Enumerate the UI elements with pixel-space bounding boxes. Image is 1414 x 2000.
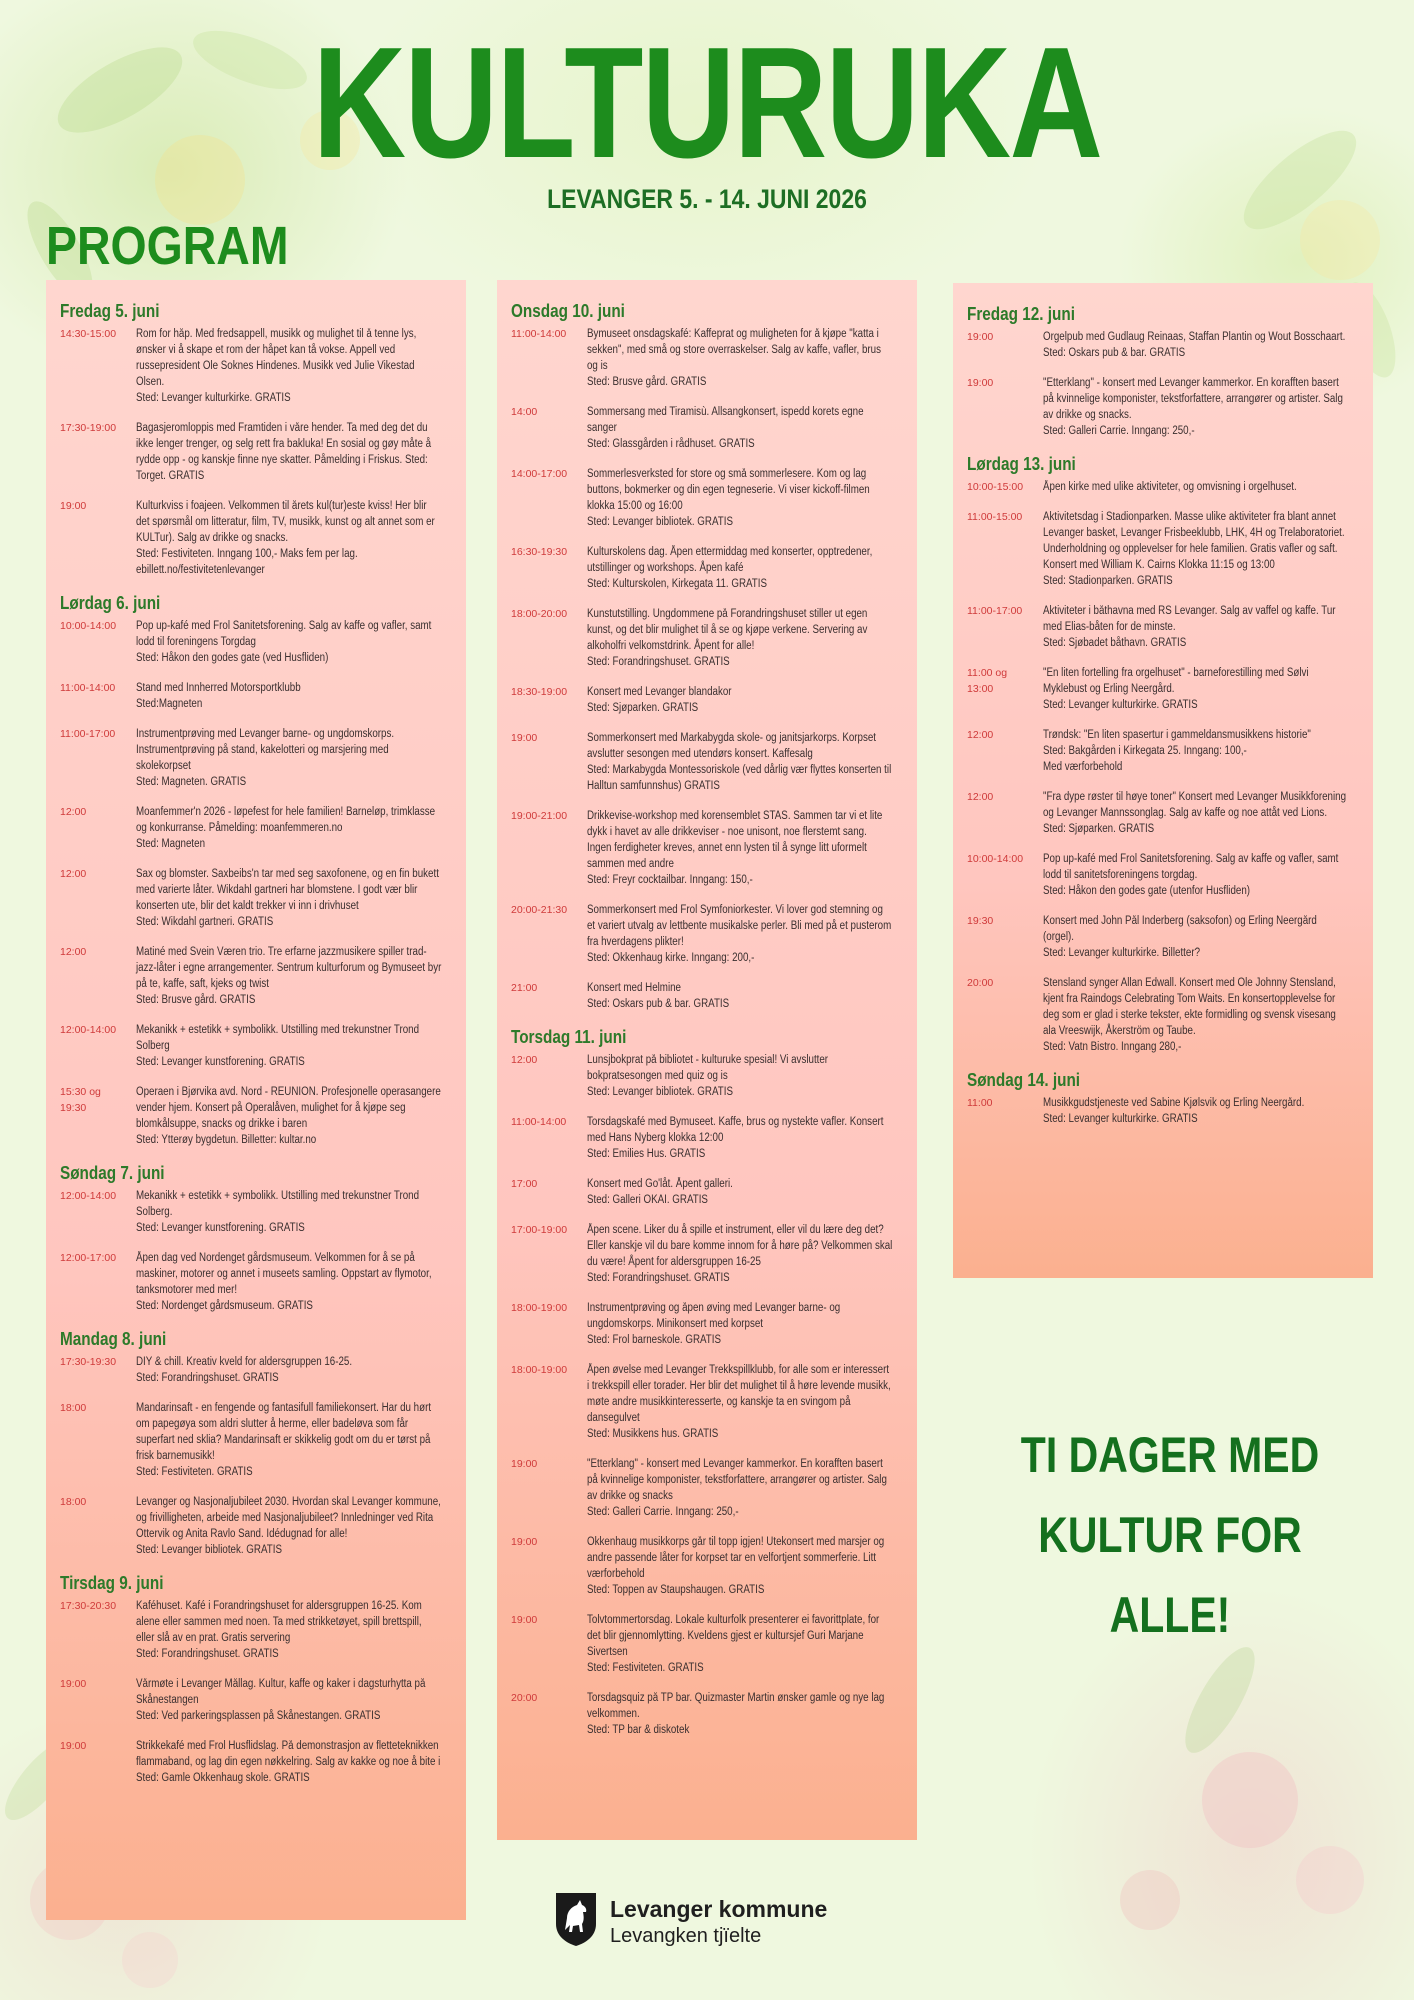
program-event [46,1400,466,1480]
program-event [953,727,1373,775]
event-description: Åpen kirke med ulike aktiviteter, og omvisning i orgelhuset. [1043,481,1297,493]
event-description: Sommersang med Tiramisù. Allsangkonsert, ispedd korets egne sanger Sted: Glassgården i rådhuset. GRATIS [587,406,864,450]
program-event [46,1354,466,1386]
event-description: "Etterklang" - konsert med Levanger kammerkor. En korafften basert på kvinnelige komponister, tekstforfattere, arrangører og artister. Salg av drikke og snacks. Sted: Galleri Carrie. Inngang: 250,- [1043,377,1343,437]
program-event [497,684,917,716]
event-description: DIY & chill. Kreativ kveld for aldersgruppen 16-25. Sted: Forandringshuset. GRATIS [136,1356,353,1384]
event-time: 11:00-14:00 [511,1116,567,1128]
event-time: 19:00 [60,1678,87,1690]
event-time: 18:00 [60,1402,87,1414]
event-description: Konsert med John Pål Inderberg (saksofon) og Erling Neergård (orgel). Sted: Levanger kulturkirke. Billetter? [1043,915,1317,959]
program-event [497,1222,917,1286]
program-event [497,1534,917,1598]
program-column-1 [46,280,466,1920]
event-time: 15:30 og 19:30 [60,1086,101,1114]
event-time: 21:00 [511,982,538,994]
event-time: 19:00 [511,1614,538,1626]
program-event [953,1095,1373,1127]
event-description: Torsdagskafé med Bymuseet. Kaffe, brus og nystekte vafler. Konsert med Hans Nyberg klokka 12:00 Sted: Emilies Hus. GRATIS [587,1116,884,1160]
event-description: Kulturkviss i foajeen. Velkommen til årets kul(tur)este kviss! Her blir det spørsmål om litteratur, film, TV, musikk, kunst og alt annet som er KULTur). Salg av drikke og snacks. Sted: Festiviteten. Inngang 100,- Maks fem per lag. ebillett.no/festivitetenlevanger [136,500,435,576]
event-time: 18:00-20:00 [511,608,568,620]
day-heading: Lørdag 6. juni [60,593,161,613]
event-time: 12:00-14:00 [60,1024,117,1036]
program-event [953,789,1373,837]
event-description: "Fra dype røster til høye toner" Konsert med Levanger Musikkforening og Levanger Mannssonglag. Salg av kaffe og noe attåt ved Lions. Sted: Sjøparken. GRATIS [1043,791,1347,835]
page-title: KULTURUKA [312,15,1102,191]
program-event [497,1052,917,1100]
program-event [953,603,1373,651]
program-event [497,466,917,530]
slogan [981,1415,1358,1655]
day-heading: Onsdag 10. juni [511,301,625,321]
program-event [46,1188,466,1236]
event-description: Vårmøte i Levanger Mållag. Kultur, kaffe og kaker i dagsturhytta på Skånestangen Sted: Ved parkeringsplassen på Skånestangen. GRATIS [136,1678,426,1722]
event-time: 11:00-15:00 [967,511,1023,523]
day-heading: Torsdag 11. juni [511,1027,627,1047]
event-time: 19:00 [967,377,994,389]
program-event [46,866,466,930]
event-time: 14:00 [511,406,538,418]
day-heading: Tirsdag 9. juni [60,1573,164,1593]
event-description: Moanfemmer'n 2026 - løpefest for hele familien! Barneløp, trimklasse og konkurranse. Påmelding: moanfemmeren.no Sted: Magneten [136,806,436,850]
event-time: 14:30-15:00 [60,328,117,340]
event-time: 19:30 [967,915,994,927]
program-event [46,1494,466,1558]
program-event [497,544,917,592]
event-time: 20:00 [511,1692,538,1704]
program-event [46,1676,466,1724]
day-heading: Mandag 8. juni [60,1329,167,1349]
program-event [497,1176,917,1208]
event-time: 19:00-21:00 [511,810,568,822]
program-event [497,902,917,966]
event-time: 14:00-17:00 [511,468,568,480]
program-event [497,1362,917,1442]
program-event [46,1598,466,1662]
program-event [46,1250,466,1314]
program-column-2 [497,280,917,1840]
event-time: 20:00 [967,977,994,989]
program-event [46,804,466,852]
event-description: Kulturskolens dag. Åpen ettermiddag med konserter, opptredener, utstillinger og workshops. Åpen kafé Sted: Kulturskolen, Kirkegata 11. GRATIS [587,546,873,590]
slogan-line-1: TI DAGER MED [1020,1427,1320,1483]
program-event [46,618,466,666]
event-time: 12:00-14:00 [60,1190,117,1202]
event-time: 18:30-19:00 [511,686,568,698]
event-time: 10:00-14:00 [60,620,117,632]
event-time: 19:00 [967,331,994,343]
program-event [953,851,1373,899]
event-time: 10:00-14:00 [967,853,1024,865]
event-description: Sommerkonsert med Frol Symfoniorkester. Vi lover god stemning og et variert utvalg av lettbente musikalske perler. Bli med på et pusterom fra hverdagens plikter! Sted: Okkenhaug kirke. Inngang: 200,- [587,904,892,964]
event-time: 12:00 [511,1054,538,1066]
municipality-name: Levanger kommune [610,1896,828,1922]
event-description: Mandarinsaft - en fengende og fantasifull familiekonsert. Har du hørt om papegøya som aldri slutter å herme, eller badeløva som får superfart ned sklia? Mandarinsaft er skikkelig godt om du er tørst på frisk barnemusikk! Sted: Festiviteten. GRATIS [136,1402,432,1478]
event-description: Matiné med Svein Væren trio. Tre erfarne jazzmusikere spiller trad-jazz-låter i egne arrangementer. Sentrum kulturforum og Bymuseet byr på te, kaffe, saft, kjeks og twist Sted: Brusve gård. GRATIS [136,946,442,1006]
event-time: 12:00-17:00 [60,1252,117,1264]
program-event [497,1114,917,1162]
program-event [953,665,1373,713]
event-time: 17:30-20:30 [60,1600,117,1612]
program-event [46,1022,466,1070]
program-event [497,606,917,670]
day-heading: Lørdag 13. juni [967,454,1076,474]
event-description: Stensland synger Allan Edwall. Konsert med Ole Johnny Stensland, kjent fra Raindogs Celebrating Tom Waits. En konsertopplevelse for deg som er glad i sterke tekster, ekte formidling og svensk visesang ala Vreeswijk, Åkerström og Taube. Sted: Vatn Bistro. Inngang 280,- [1043,977,1336,1053]
event-time: 19:00 [511,732,538,744]
event-description: Aktiviteter i båthavna med RS Levanger. Salg av vaffel og kaffe. Tur med Elias-båten for de minste. Sted: Sjøbadet båthavn. GRATIS [1043,605,1336,649]
event-time: 12:00 [967,729,994,741]
event-time: 19:00 [60,500,87,512]
program-event [953,509,1373,589]
event-description: Strikkekafé med Frol Husflidslag. På demonstrasjon av fletteteknikken flammaband, og lag din egen nøkkelring. Salg av kakke og noe å bite i Sted: Gamle Okkenhaug skole. GRATIS [136,1740,441,1784]
event-description: Åpen øvelse med Levanger Trekkspillklubb, for alle som er interessert i trekkspill eller torader. Her blir det mulighet til å høre levende musikk, møte andre musikkinteresserte, og kanskje ta en svingom på dansegulvet Sted: Musikkens hus. GRATIS [587,1364,891,1440]
event-description: Drikkevise-workshop med korensemblet STAS. Sammen tar vi et lite dykk i havet av alle drikkeviser - noe unisont, noe flerstemt sang. Ingen ferdigheter kreves, annet enn lysten til å synge litt uformelt sammen med andre Sted: Freyr cocktailbar. Inngang: 150,- [587,810,883,886]
event-time: 17:30-19:30 [60,1356,117,1368]
event-time: 12:00 [60,946,87,958]
program-event [497,1690,917,1738]
event-description: Sommerkonsert med Markabygda skole- og janitsjarkorps. Korpset avslutter sesongen med utendørs konsert. Kaffesalg Sted: Markabygda Montessoriskole (ved dårlig vær flyttes konserten til Halltun samfunnshus) GRATIS [587,732,892,792]
event-description: Okkenhaug musikkorps går til topp igjen! Utekonsert med marsjer og andre passende låter for korpset tar en velfortjent sommerferie. Litt værforbehold Sted: Toppen av Staupshaugen. GRATIS [587,1536,885,1596]
event-description: Stand med Innherred Motorsportklubb Sted:Magneten [136,682,301,710]
program-event [497,1612,917,1676]
event-time: 17:30-19:00 [60,422,117,434]
event-time: 20:00-21:30 [511,904,568,916]
municipality-subtitle: Levangken tjïelte [610,1925,762,1947]
event-description: Levanger og Nasjonaljubileet 2030. Hvordan skal Levanger kommune, og frivilligheten, arbeide med Nasjonaljubileet? Innledninger ved Rita Ottervik og Anita Ravlo Sand. Idédugnad for alle! Sted: Levanger bibliotek. GRATIS [136,1496,441,1556]
event-time: 12:00 [967,791,994,803]
event-description: Sommerlesverksted for store og små sommerlesere. Kom og lag buttons, bokmerker og din egen tegneserie. Vi viser kickoff-filmen klokka 15:00 og 16:00 Sted: Levanger bibliotek. GRATIS [587,468,870,528]
program-event [953,375,1373,439]
event-description: Åpen scene. Liker du å spille et instrument, eller vil du lære deg det? Eller kanskje vil du bare komme innom for å høre på? Velkommen skal du være! Åpent for aldersgruppen 16-25 Sted: Forandringshuset. GRATIS [587,1224,893,1284]
event-time: 17:00 [511,1178,538,1190]
program-event [497,730,917,794]
event-time: 18:00-19:00 [511,1364,568,1376]
event-description: Pop up-kafé med Frol Sanitetsforening. Salg av kaffe og vafler, samt lodd til sanitetsforeningens torgdag. Sted: Håkon den godes gate (utenfor Husfliden) [1043,853,1339,897]
event-description: Orgelpub med Gudlaug Reinaas, Staffan Plantin og Wout Bosschaart. Sted: Oskars pub & bar. GRATIS [1043,331,1346,359]
event-description: Aktivitetsdag i Stadionparken. Masse ulike aktiviteter fra blant annet Levanger basket, Levanger Frisbeeklubb, LHK, 4H og Trelaboratoriet. Underholdning og opplevelser for hele familien. Gratis vafler og saft. Konsert med William K. Cairns Klokka 11:15 og 13:00 Sted: Stadionparken. GRATIS [1043,511,1345,587]
program-event [46,326,466,406]
event-description: "En liten fortelling fra orgelhuset" - barneforestilling med Sølvi Myklebust og Erling Neergård. Sted: Levanger kulturkirke. GRATIS [1043,667,1309,711]
event-description: Konsert med Go'låt. Åpent galleri. Sted: Galleri OKAI. GRATIS [587,1178,733,1206]
event-description: Mekanikk + estetikk + symbolikk. Utstilling med trekunstner Trond Solberg. Sted: Levanger kunstforening. GRATIS [136,1190,420,1234]
event-description: Trøndsk: "En liten spasertur i gammeldansmusikkens historie" Sted: Bakgården i Kirkegata 25. Inngang: 100,- Med værforbehold [1043,729,1311,773]
day-heading: Søndag 7. juni [60,1163,165,1183]
program-event [46,1738,466,1786]
program-event [46,498,466,578]
event-description: Bymuseet onsdagskafé: Kaffeprat og muligheten for å kjøpe "katta i sekken", med små og store overraskelser. Salg av kaffe, vafler, brus og is Sted: Brusve gård. GRATIS [587,328,881,388]
event-time: 11:00-17:00 [60,728,116,740]
program-event [46,420,466,484]
event-description: Rom for håp. Med fredsappell, musikk og mulighet til å tenne lys, ønsker vi å skape et rom der håpet kan tå vokse. Appell ved russepresident Ole Soknes Hindenes. Musikk ved Julie Vikestad Olsen. Sted: Levanger kulturkirke. GRATIS [136,328,417,404]
program-event [497,980,917,1012]
event-dates-subtitle: LEVANGER 5. - 14. JUNI 2026 [547,184,867,214]
event-description: Instrumentprøving og åpen øving med Levanger barne- og ungdomskorps. Minikonsert med korpset Sted: Frol barneskole. GRATIS [587,1302,841,1346]
slogan-line-2: KULTUR FOR ALLE! [1038,1507,1302,1643]
event-time: 10:00-15:00 [967,481,1024,493]
event-time: 18:00-19:00 [511,1302,568,1314]
event-time: 11:00 [967,1097,993,1109]
event-time: 11:00-14:00 [60,682,116,694]
program-event [497,808,917,888]
event-description: Mekanikk + estetikk + symbolikk. Utstilling med trekunstner Trond Solberg Sted: Levanger kunstforening. GRATIS [136,1024,420,1068]
event-time: 19:00 [60,1740,87,1752]
program-event [46,680,466,712]
event-description: Tolvtommertorsdag. Lokale kulturfolk presenterer ei favorittplate, for det blir gjennomlytting. Kveldens gjest er kultursjef Guri Marjane Sivertsen Sted: Festiviteten. GRATIS [587,1614,880,1674]
program-heading: PROGRAM [46,216,289,276]
event-time: 11:00-14:00 [511,328,567,340]
program-event [953,975,1373,1055]
event-time: 19:00 [511,1458,538,1470]
program-event [953,479,1373,495]
event-time: 19:00 [511,1536,538,1548]
program-event [497,404,917,452]
program-event [953,329,1373,361]
event-time: 12:00 [60,868,87,880]
event-description: "Etterklang" - konsert med Levanger kammerkor. En korafften basert på kvinnelige komponister, tekstforfattere, arrangører og artister. Salg av drikke og snacks Sted: Galleri Carrie. Inngang: 250,- [587,1458,887,1518]
program-event [497,326,917,390]
program-event [46,1084,466,1148]
event-description: Konsert med Helmine Sted: Oskars pub & bar. GRATIS [587,982,730,1010]
event-description: Kaféhuset. Kafé i Forandringshuset for aldersgruppen 16-25. Kom alene eller sammen med noen. Ta med strikketøyet, spill brettspill, eller slå av en prat. Gratis servering Sted: Forandringshuset. GRATIS [136,1600,422,1660]
event-time: 17:00-19:00 [511,1224,568,1236]
program-event [497,1300,917,1348]
day-heading: Søndag 14. juni [967,1070,1081,1090]
event-description: Operaen i Bjørvika avd. Nord - REUNION. Profesjonelle operasangere vender hjem. Konsert på Operalåven, mulighet for å kjøpe seg blomkålsuppe, snacks og drikke i baren Sted: Ytterøy bygdetun. Billetter: kultar.no [136,1086,441,1146]
event-description: Åpen dag ved Nordenget gårdsmuseum. Velkommen for å se på maskiner, motorer og annet i museets samling. Oppstart av flymotor, tanksmotorer med mer! Sted: Nordenget gårdsmuseum. GRATIS [136,1252,432,1312]
municipality-logo [553,1890,893,1956]
day-heading: Fredag 12. juni [967,304,1075,324]
program-column-3 [953,283,1373,1278]
event-description: Sax og blomster. Saxbeibs'n tar med seg saxofonene, og en fin bukett med varierte låter. Wikdahl gartneri har blomstene. I godt vær blir konserten ute, blir det kaldt trekker vi inn i drivhuset Sted: Wikdahl gartneri. GRATIS [136,868,439,928]
day-heading: Fredag 5. juni [60,301,160,321]
event-description: Instrumentprøving med Levanger barne- og ungdomskorps. Instrumentprøving på stand, kakelotteri og marsjering med skolekorpset Sted: Magneten. GRATIS [136,728,395,788]
event-time: 11:00 og 13:00 [967,667,1008,695]
horse-crest-icon [553,1890,599,1948]
program-event [46,944,466,1008]
event-description: Torsdagsquiz på TP bar. Quizmaster Martin ønsker gamle og nye lag velkommen. Sted: TP bar & diskotek [587,1692,885,1736]
event-time: 18:00 [60,1496,87,1508]
program-event [953,913,1373,961]
event-description: Bagasjeromloppis med Framtiden i våre hender. Ta med deg det du ikke lenger trenger, og selg rett fra bakluka! En sosial og gøy måte å rydde opp - og kanskje finne nye skatter. Påmelding i Friskus. Sted: Torget. GRATIS [136,422,432,482]
event-description: Musikkgudstjeneste ved Sabine Kjølsvik og Erling Neergård. Sted: Levanger kulturkirke. GRATIS [1043,1097,1305,1125]
program-event [497,1456,917,1520]
event-description: Pop up-kafé med Frol Sanitetsforening. Salg av kaffe og vafler, samt lodd til foreningens Torgdag Sted: Håkon den godes gate (ved Husfliden) [136,620,432,664]
event-time: 16:30-19:30 [511,546,568,558]
event-description: Konsert med Levanger blandakor Sted: Sjøparken. GRATIS [587,686,732,714]
event-description: Kunstutstilling. Ungdommene på Forandringshuset stiller ut egen kunst, og det blir mulighet til å se og kjøpe verkene. Servering av alkoholfri velkomstdrink. Åpent for alle! Sted: Forandringshuset. GRATIS [587,608,868,668]
program-event [46,726,466,790]
event-description: Lunsjbokprat på bibliotet - kulturuke spesial! Vi avslutter bokpratsesongen med quiz og is Sted: Levanger bibliotek. GRATIS [587,1054,829,1098]
event-time: 11:00-17:00 [967,605,1023,617]
event-time: 12:00 [60,806,87,818]
